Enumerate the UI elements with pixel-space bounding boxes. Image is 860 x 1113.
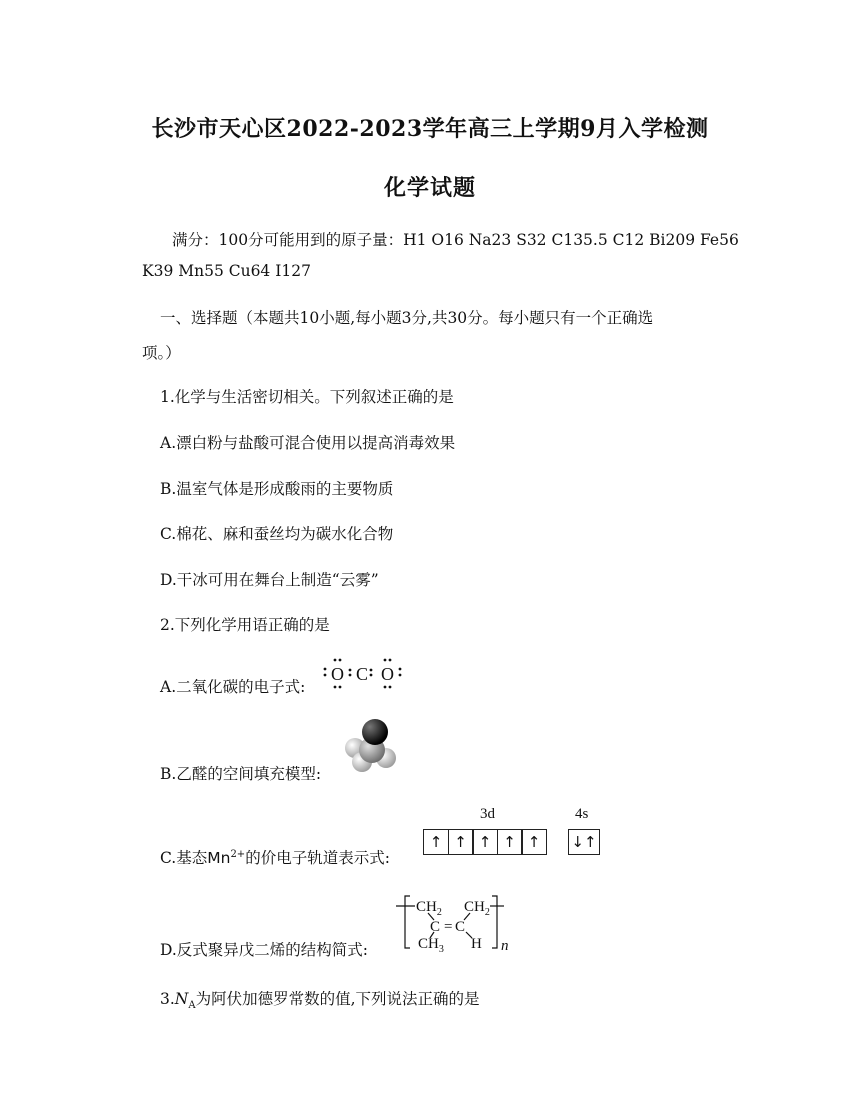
mn-ion: Mn bbox=[207, 849, 231, 867]
mn-charge: 2+ bbox=[230, 848, 246, 860]
page-subtitle: 化学试题 bbox=[383, 175, 476, 201]
3d-orbital-5: ↑ bbox=[521, 829, 547, 855]
question-3-text: 为阿伏加德罗常数的值,下列说法正确的是 bbox=[195, 990, 480, 1008]
question-1-stem: 1.化学与生活密切相关。下列叙述正确的是 bbox=[160, 388, 454, 406]
svg-text:CH2 bbox=[416, 899, 442, 918]
info-line-1: 满分：100分可能用到的原子量：H1 O16 Na23 S32 C135.5 C12 Bi209 Fe56 bbox=[172, 231, 739, 249]
3d-orbital-1: ↑ bbox=[423, 829, 449, 855]
polymer-ch3: CH bbox=[418, 936, 439, 952]
4s-orbital-box bbox=[568, 829, 599, 855]
q2-option-d: D.反式聚异戊二烯的结构简式: bbox=[160, 941, 369, 959]
polymer-ch2-right: CH bbox=[464, 899, 485, 915]
q1-option-a: A.漂白粉与盐酸可混合使用以提高消毒效果 bbox=[160, 434, 456, 452]
trans-polyisoprene-structure bbox=[392, 890, 522, 954]
polymer-ch3-sub: 3 bbox=[438, 944, 444, 954]
3d-orbital-4: ↑ bbox=[497, 829, 523, 855]
polymer-ch2-left: CH bbox=[416, 899, 437, 915]
orbital-label-3d: 3d bbox=[480, 806, 495, 822]
section-heading: 一、选择题（本题共10小题,每小题3分,共30分。每小题只有一个正确选 bbox=[160, 309, 654, 327]
lewis-c: C bbox=[356, 664, 369, 684]
polymer-n: n bbox=[501, 938, 509, 954]
q2-option-b: B.乙醛的空间填充模型: bbox=[160, 765, 322, 783]
3d-orbital-2: ↑ bbox=[448, 829, 474, 855]
polymer-ch2-right-sub: 2 bbox=[484, 907, 490, 918]
3d-orbital-3: ↑ bbox=[472, 829, 498, 855]
q2-option-c-suffix: 的价电子轨道表示式: bbox=[245, 849, 390, 867]
q1-option-d: D.干冰可用在舞台上制造“云雾” bbox=[160, 571, 379, 589]
q2-option-c bbox=[160, 846, 390, 868]
q1-option-c: C.棉花、麻和蚕丝均为碳水化合物 bbox=[160, 525, 394, 543]
orbital-label-4s: 4s bbox=[575, 806, 589, 822]
polymer-ch2-left-sub: 2 bbox=[436, 907, 442, 918]
co2-lewis-structure bbox=[318, 656, 404, 692]
section-heading-cont: 项。） bbox=[142, 344, 181, 362]
question-3-number: 3. bbox=[160, 990, 175, 1008]
lewis-o-left: O bbox=[331, 664, 344, 684]
3d-orbital-boxes bbox=[423, 829, 546, 855]
page-title: 长沙市天心区2022-2023学年高三上学期9月入学检测 bbox=[151, 116, 709, 142]
q2-option-a: A.二氧化碳的电子式: bbox=[160, 678, 306, 696]
info-line-2: K39 Mn55 Cu64 I127 bbox=[142, 262, 311, 280]
na-symbol: N bbox=[174, 990, 189, 1008]
lewis-o-right: O bbox=[381, 664, 394, 684]
polymer-h: H bbox=[471, 936, 482, 952]
acetaldehyde-space-filling-model bbox=[340, 716, 404, 778]
question-3-stem bbox=[160, 987, 480, 1011]
question-2-stem: 2.下列化学用语正确的是 bbox=[160, 616, 330, 634]
polymer-c-left: C bbox=[430, 919, 441, 935]
polymer-double-bond: = bbox=[444, 919, 453, 935]
polymer-c-right: C bbox=[455, 919, 466, 935]
svg-text:CH3 bbox=[418, 936, 444, 954]
4s-orbital: ↓↑ bbox=[568, 829, 600, 855]
q2-option-c-label: C.基态 bbox=[160, 849, 208, 867]
q1-option-b: B.温室气体是形成酸雨的主要物质 bbox=[160, 480, 394, 498]
na-subscript: A bbox=[188, 1000, 196, 1012]
